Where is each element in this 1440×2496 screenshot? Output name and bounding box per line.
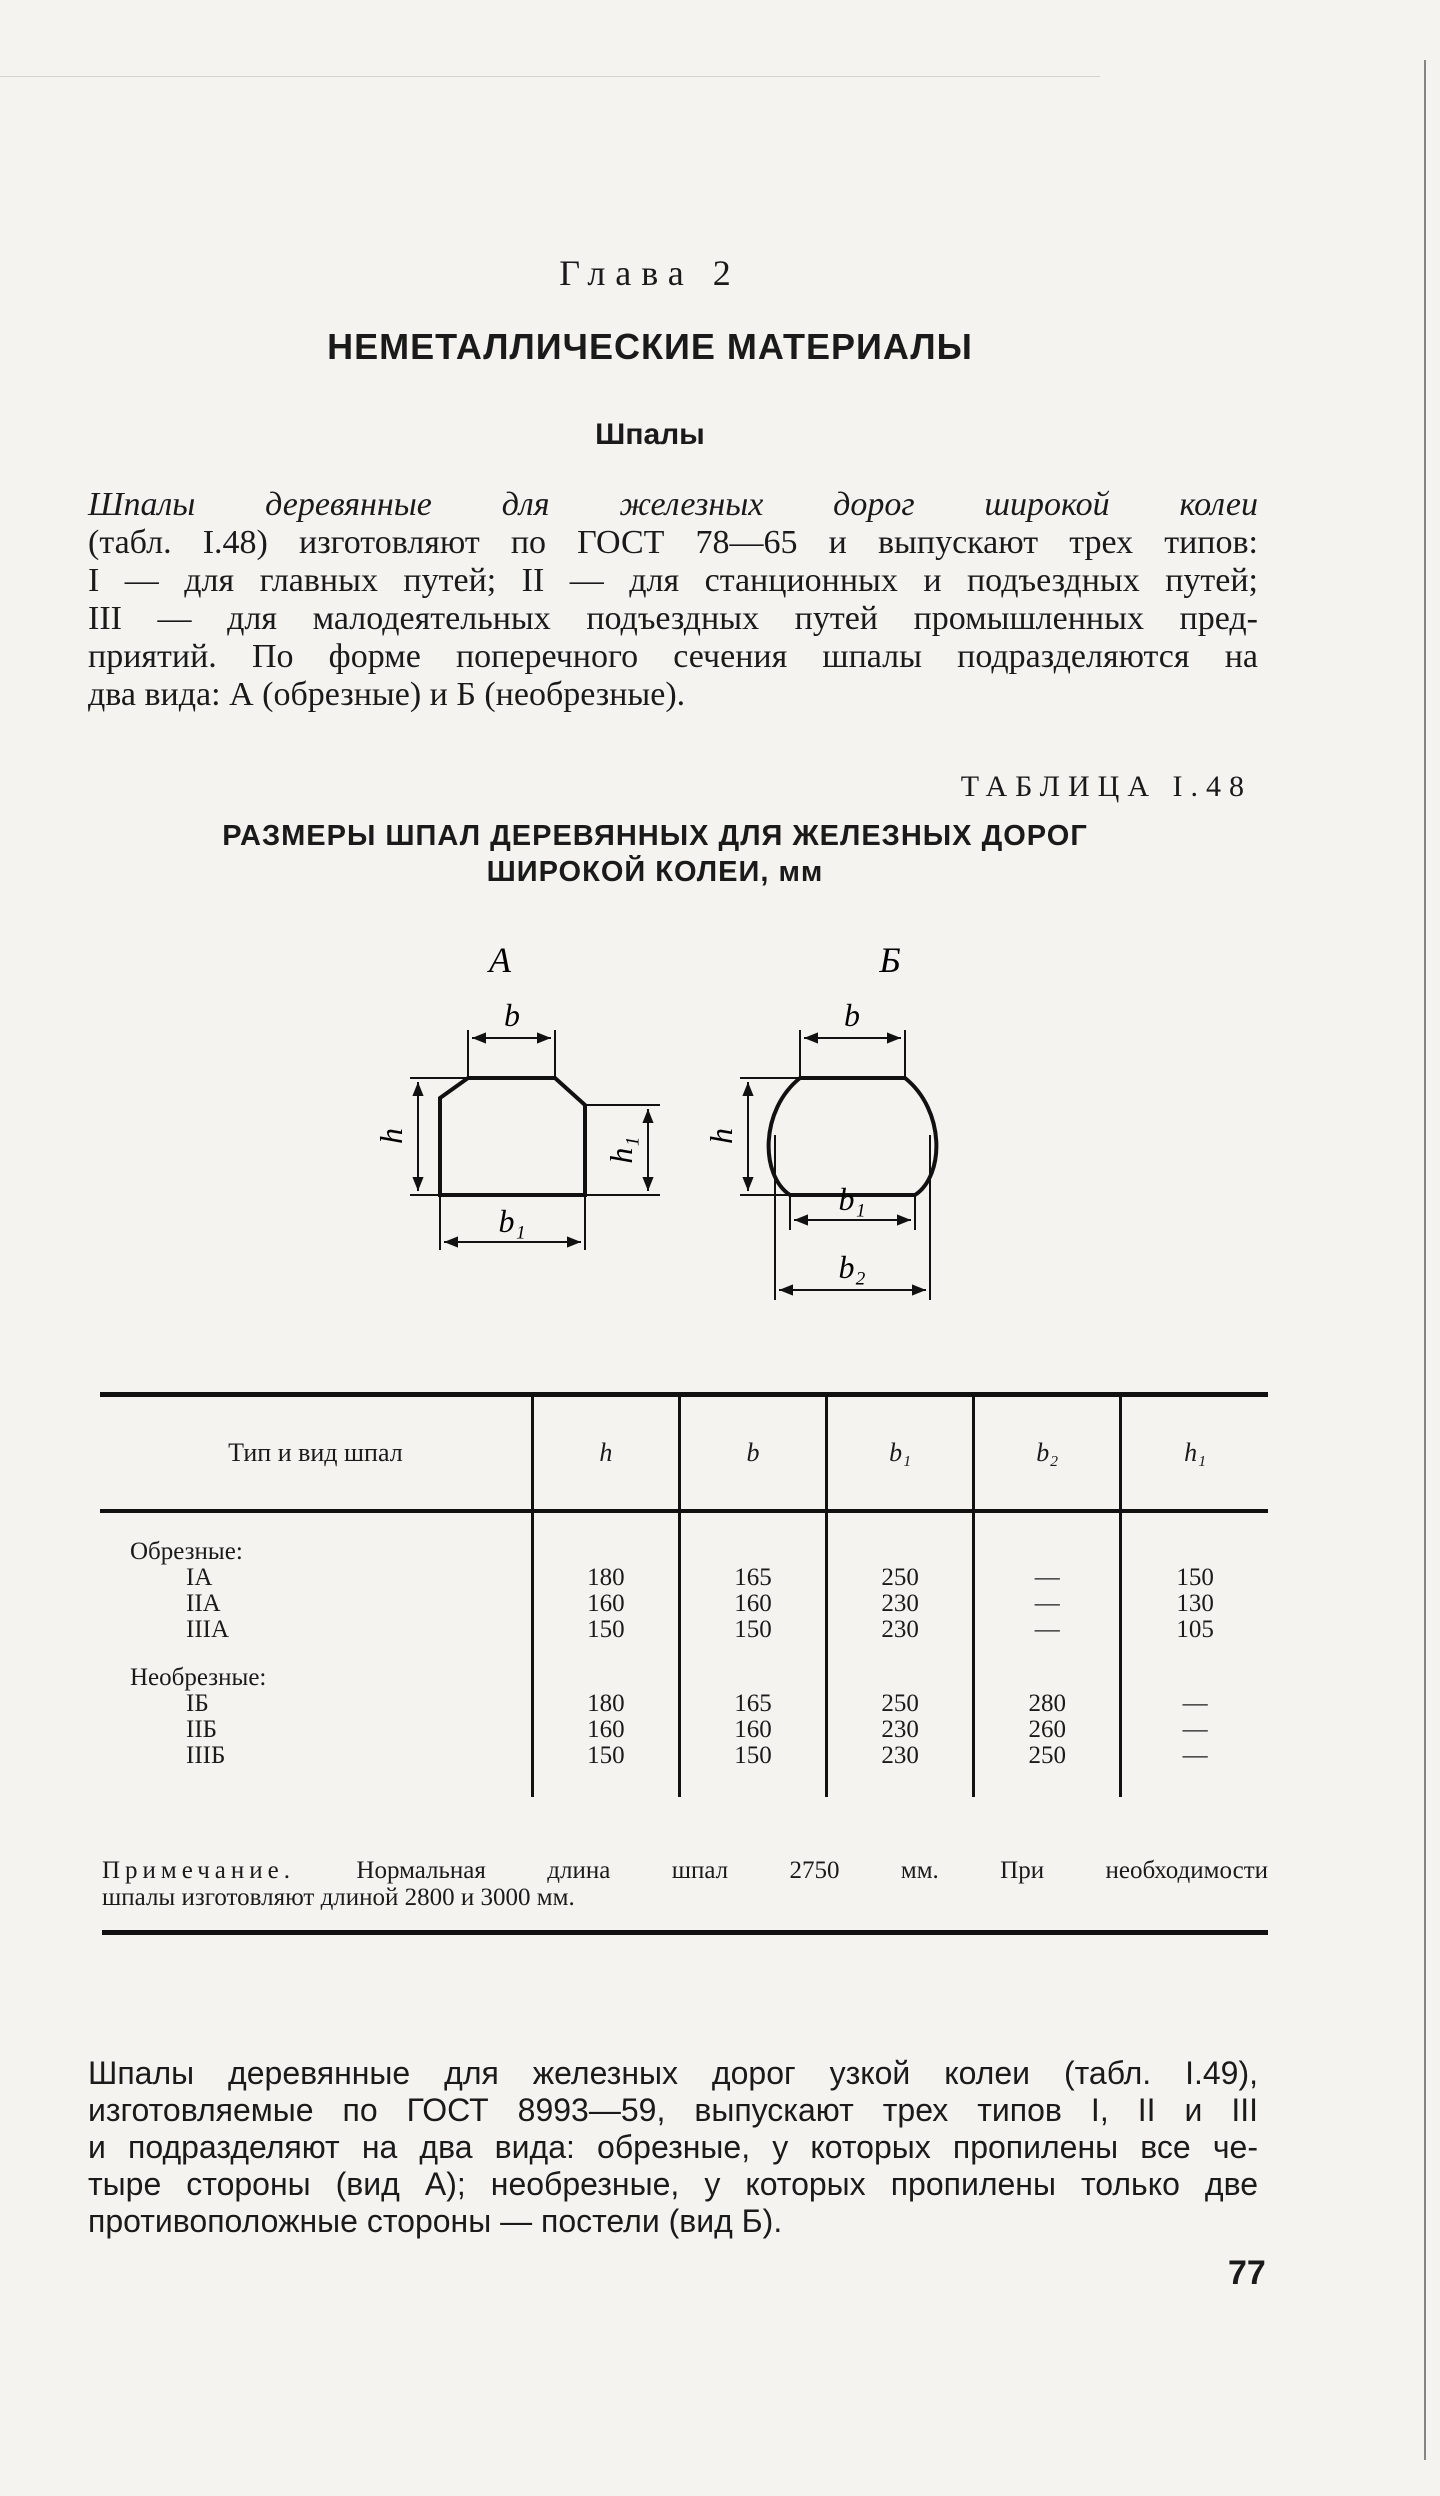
cell-b1: 230: [827, 1743, 974, 1797]
cell-b: 150: [679, 1743, 826, 1797]
page-number: 77: [1228, 2254, 1266, 2292]
dim-b2-label: b₂: [838, 1249, 866, 1285]
table-row: [100, 1743, 1268, 1797]
table-label: ТАБЛИЦА I.48: [960, 770, 1252, 803]
para-line: тыре стороны (вид А); необрезные, у которых пропилены только две: [88, 2166, 1258, 2202]
chapter-heading: Глава 2: [559, 253, 741, 293]
cell-h: 160: [532, 1717, 679, 1743]
cell-type: IБ: [186, 1690, 209, 1717]
table-note: [102, 1857, 1268, 1911]
cell-type: IIA: [186, 1590, 221, 1617]
cell-h1: 130: [1121, 1591, 1268, 1617]
intro-line: III — для малодеятельных подъездных путей промышленных пред-: [88, 600, 1258, 637]
table-row: [100, 1617, 1268, 1643]
intro-lead: Шпалы деревянные для железных дорог широкой колеи: [88, 486, 1258, 523]
col-header-b1: b₁: [827, 1395, 974, 1512]
spacer-row: [100, 1643, 1268, 1665]
section-title: Шпалы: [595, 418, 705, 451]
cell-b1: 230: [827, 1717, 974, 1743]
sleeper-cross-section-figure: [320, 920, 1020, 1320]
col-header-type: Тип и вид шпал: [100, 1395, 532, 1512]
para-line: и подразделяют на два вида: обрезные, у которых пропилены все че-: [88, 2129, 1258, 2165]
table-title-line: ШИРОКОЙ КОЛЕИ, мм: [486, 856, 824, 888]
cell-h: 180: [532, 1565, 679, 1591]
col-header-h: h: [532, 1395, 679, 1512]
cell-h: 150: [532, 1617, 679, 1643]
cell-b2: 260: [974, 1717, 1121, 1743]
dim-b-label: b: [504, 997, 520, 1033]
para-line: изготовляемые по ГОСТ 8993—59, выпускают трех типов I, II и III: [88, 2092, 1258, 2128]
group-name: Обрезные:: [130, 1538, 243, 1565]
table-row: [100, 1691, 1268, 1717]
cell-b: 160: [679, 1717, 826, 1743]
intro-line: приятий. По форме поперечного сечения шпалы подразделяются на: [88, 638, 1258, 675]
group-row: [100, 1665, 1268, 1691]
dim-b-label: b: [844, 997, 860, 1033]
table-title: [0, 818, 1310, 890]
cell-b1: 250: [827, 1565, 974, 1591]
cell-type: IIIA: [186, 1616, 230, 1643]
table-title-line: РАЗМЕРЫ ШПАЛ ДЕРЕВЯННЫХ ДЛЯ ЖЕЛЕЗНЫХ ДОРОГ: [222, 820, 1088, 852]
table-row: [100, 1565, 1268, 1591]
cell-b2: —: [974, 1591, 1121, 1617]
note-text: Нормальная длина шпал 2750 мм. При необходимости: [356, 1857, 1268, 1884]
chapter-title: НЕМЕТАЛЛИЧЕСКИЕ МАТЕРИАЛЫ: [327, 326, 973, 367]
note-line: шпалы изготовляют длиной 2800 и 3000 мм.: [102, 1884, 575, 1911]
cell-b: 150: [679, 1617, 826, 1643]
cell-type: IA: [186, 1564, 213, 1591]
group-row: [100, 1511, 1268, 1565]
table-bottom-rule: [102, 1930, 1268, 1935]
sleeper-dimensions-table: [100, 1392, 1268, 1797]
col-header-h1: h₁: [1121, 1395, 1268, 1512]
scan-edge-line: [0, 76, 1100, 77]
cell-b: 160: [679, 1591, 826, 1617]
cell-h: 160: [532, 1591, 679, 1617]
table-row: [100, 1717, 1268, 1743]
dim-h-label: h: [703, 1128, 739, 1144]
para-line: противоположные стороны — постели (вид Б).: [88, 2203, 783, 2239]
dim-h-label: h: [373, 1128, 409, 1144]
cell-h1: —: [1121, 1691, 1268, 1717]
note-lead: Примечание.: [102, 1857, 296, 1884]
cell-h1: 105: [1121, 1617, 1268, 1643]
cell-h1: —: [1121, 1717, 1268, 1743]
narrow-gauge-paragraph: [88, 2055, 1258, 2240]
cell-b2: 280: [974, 1691, 1121, 1717]
cell-h1: 150: [1121, 1565, 1268, 1591]
table-row: [100, 1591, 1268, 1617]
figure-label-b: Б: [879, 940, 901, 980]
dim-b1-label: b₁: [498, 1203, 526, 1239]
cell-b1: 230: [827, 1591, 974, 1617]
dim-b1-label: b₁: [838, 1181, 866, 1217]
section-b-outline: [769, 1078, 937, 1195]
col-header-b: b: [679, 1395, 826, 1512]
cell-h1: —: [1121, 1743, 1268, 1797]
intro-line: (табл. I.48) изготовляют по ГОСТ 78—65 и выпускают трех типов:: [88, 524, 1258, 561]
cell-b1: 250: [827, 1691, 974, 1717]
note-line: [102, 1857, 1268, 1884]
col-header-b2: b₂: [974, 1395, 1121, 1512]
group-name: Необрезные:: [130, 1664, 267, 1691]
page-edge: [1424, 60, 1426, 2460]
cell-h: 150: [532, 1743, 679, 1797]
intro-lead-line: [88, 486, 1258, 524]
cell-b1: 230: [827, 1617, 974, 1643]
cell-type: IIIБ: [186, 1742, 226, 1769]
cell-type: IIБ: [186, 1716, 218, 1743]
intro-paragraph: [88, 486, 1258, 714]
figure-label-a: А: [489, 940, 511, 980]
cell-h: 180: [532, 1691, 679, 1717]
cell-b: 165: [679, 1691, 826, 1717]
intro-line: I — для главных путей; II — для станционных и подъездных путей;: [88, 562, 1258, 599]
cell-b2: —: [974, 1565, 1121, 1591]
dim-h1-label: h₁: [603, 1136, 639, 1164]
cell-b2: 250: [974, 1743, 1121, 1797]
table-header-row: [100, 1395, 1268, 1512]
cell-b: 165: [679, 1565, 826, 1591]
section-a-outline: [440, 1078, 585, 1195]
intro-line: два вида: А (обрезные) и Б (необрезные).: [88, 676, 686, 713]
para-line: Шпалы деревянные для железных дорог узкой колеи (табл. I.49),: [88, 2055, 1258, 2091]
cell-b2: —: [974, 1617, 1121, 1643]
